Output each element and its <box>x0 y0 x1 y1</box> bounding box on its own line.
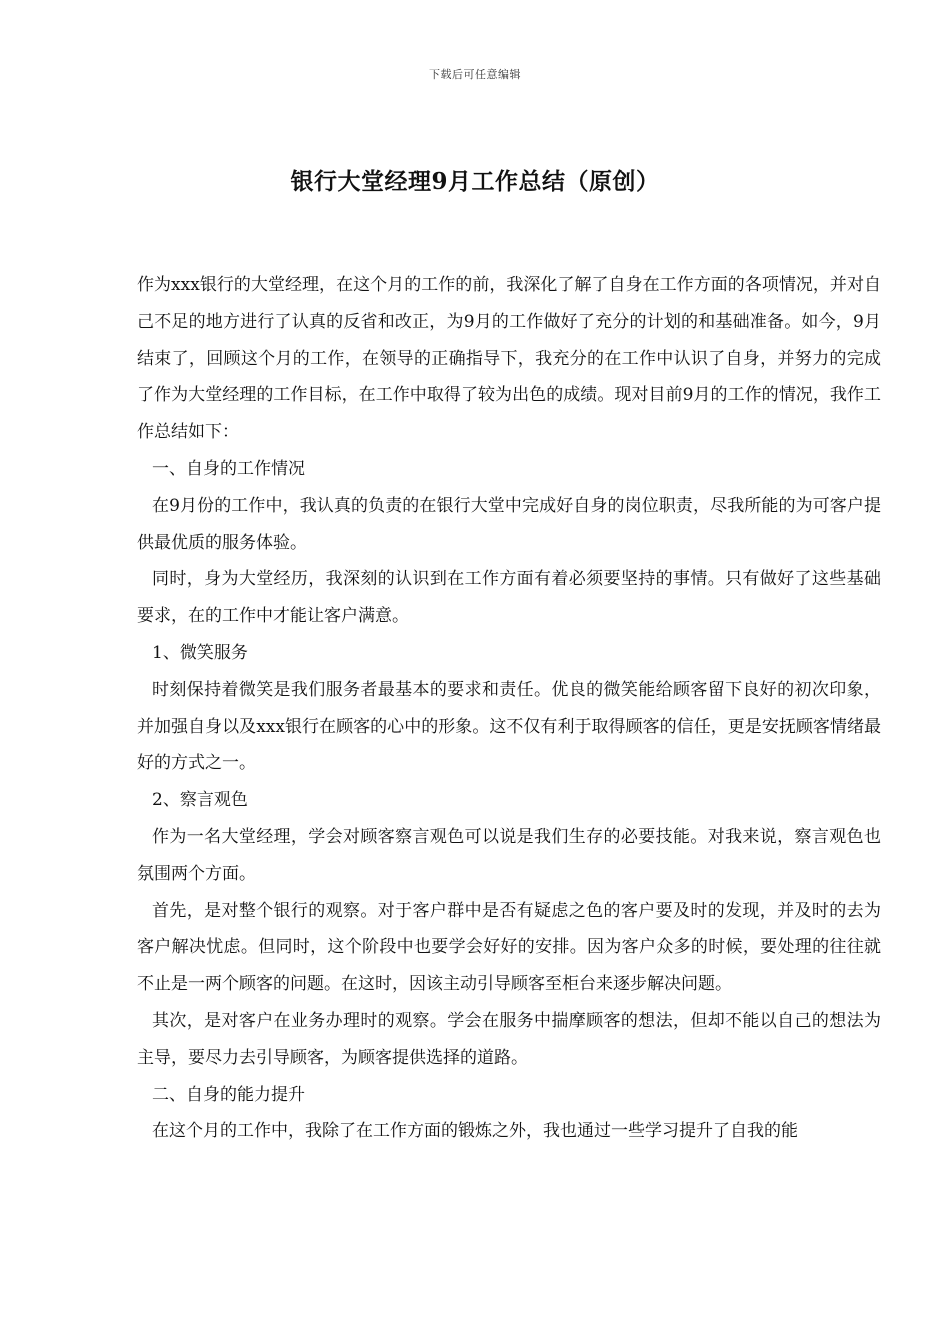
document-title: 银行大堂经理9月工作总结（原创） <box>290 168 660 195</box>
subsection-heading: 2、察言观色 <box>152 790 248 811</box>
subsection-heading: 1、微笑服务 <box>152 642 248 663</box>
section-heading: 一、自身的工作情况 <box>152 458 305 479</box>
paragraph: 在9月份的工作中，我认真的负责的在银行大堂中完成好自身的岗位职责，尽我所能的为可客户提供最优质的服务体验。 <box>137 495 881 553</box>
section-heading: 二、自身的能力提升 <box>152 1084 305 1105</box>
paragraph-intro: 作为xxx银行的大堂经理，在这个月的工作的前，我深化了解了自身在工作方面的各项情况，并对自己不足的地方进行了认真的反省和改正，为9月的工作做好了充分的计划的和基础准备。如今，9月结束了，回顾这个月的工作，在领导的正确指导下，我充分的在工作中认识了自身，并努力的完成了作为大堂经理的工作目标，在工作中取得了较为出色的成绩。现对目前9月的工作的情况，我作工作总结如下： <box>137 275 881 443</box>
document-body <box>137 267 881 1150</box>
paragraph: 其次，是对客户在业务办理时的观察。学会在服务中揣摩顾客的想法，但却不能以自己的想法为主导，要尽力去引导顾客，为顾客提供选择的道路。 <box>137 1010 881 1068</box>
paragraph: 时刻保持着微笑是我们服务者最基本的要求和责任。优良的微笑能给顾客留下良好的初次印象，并加强自身以及xxx银行在顾客的心中的形象。这不仅有利于取得顾客的信任，更是安抚顾客情绪最好的方式之一。 <box>137 679 881 774</box>
page-header-note: 下载后可任意编辑 <box>429 68 521 81</box>
paragraph: 同时，身为大堂经历，我深刻的认识到在工作方面有着必须要坚持的事情。只有做好了这些基础要求，在的工作中才能让客户满意。 <box>137 569 881 627</box>
paragraph: 首先，是对整个银行的观察。对于客户群中是否有疑虑之色的客户要及时的发现，并及时的去为客户解决忧虑。但同时，这个阶段中也要学会好好的安排。因为客户众多的时候，要处理的往往就不止是一两个顾客的问题。在这时，因该主动引导顾客至柜台来逐步解决问题。 <box>137 900 881 995</box>
paragraph: 在这个月的工作中，我除了在工作方面的锻炼之外，我也通过一些学习提升了自我的能 <box>152 1121 798 1142</box>
paragraph: 作为一名大堂经理，学会对顾客察言观色可以说是我们生存的必要技能。对我来说，察言观色也氛围两个方面。 <box>137 826 881 884</box>
